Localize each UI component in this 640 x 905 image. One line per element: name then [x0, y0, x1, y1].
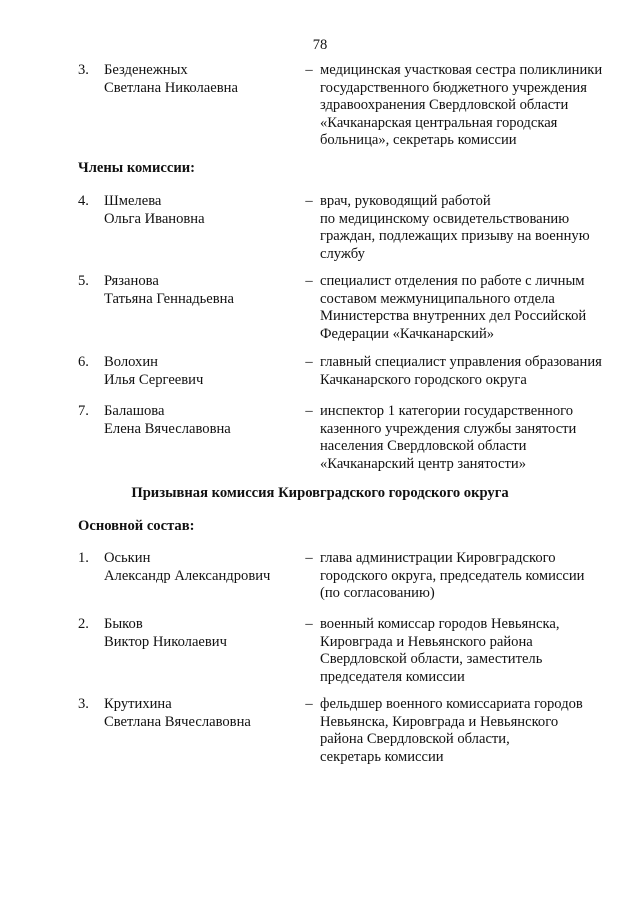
members-heading: Члены комиссии: — [78, 160, 196, 176]
item-number: 3. — [78, 62, 89, 78]
position-description: специалист отделения по работе с личным составом межмуниципального отдела Министерства внутренних дел Российской Федерации «Качканарский» — [320, 273, 587, 342]
position-description: главный специалист управления образования Качканарского городского округа — [320, 354, 602, 388]
item-number: 2. — [78, 616, 89, 632]
person-name: Рязанова Татьяна Геннадьевна — [104, 273, 234, 307]
item-number: 3. — [78, 696, 89, 712]
dash: – — [305, 403, 313, 419]
person-name: Балашова Елена Вячеславовна — [104, 403, 231, 437]
person-name: Безденежных Светлана Николаевна — [104, 62, 238, 96]
position-description: инспектор 1 категории государственного казенного учреждения службы занятости населения Свердловской области «Качканарский центр занятости» — [320, 403, 577, 472]
dash: – — [305, 550, 313, 566]
position-description: врач, руководящий работой по медицинскому освидетельствованию граждан, подлежащих призыву на военную службу — [320, 193, 590, 262]
person-name: Крутихина Светлана Вячеславовна — [104, 696, 251, 730]
dash: – — [305, 696, 313, 712]
dash: – — [305, 616, 313, 632]
page-number: 78 — [312, 37, 328, 53]
dash: – — [305, 273, 313, 289]
dash: – — [305, 193, 313, 209]
position-description: глава администрации Кировградского городского округа, председатель комиссии (по согласованию) — [320, 550, 585, 601]
item-number: 1. — [78, 550, 89, 566]
dash: – — [305, 62, 313, 78]
main-composition-heading: Основной состав: — [78, 518, 195, 534]
person-name: Волохин Илья Сергеевич — [104, 354, 204, 388]
item-number: 5. — [78, 273, 89, 289]
person-name: Шмелева Ольга Ивановна — [104, 193, 205, 227]
commission-title: Призывная комиссия Кировградского городского округа — [131, 485, 509, 501]
person-name: Быков Виктор Николаевич — [104, 616, 227, 650]
position-description: медицинская участковая сестра поликлиники государственного бюджетного учреждения здравоохранения Свердловской области «Качканарская центральная городская больница», секретарь комиссии — [320, 62, 603, 148]
position-description: военный комиссар городов Невьянска, Кировграда и Невьянского района Свердловской области, заместитель председателя комиссии — [320, 616, 560, 685]
person-name: Оськин Александр Александрович — [104, 550, 271, 584]
item-number: 7. — [78, 403, 89, 419]
item-number: 4. — [78, 193, 89, 209]
item-number: 6. — [78, 354, 89, 370]
position-description: фельдшер военного комиссариата городов Невьянска, Кировграда и Невьянского района Свердловской области, секретарь комиссии — [320, 696, 583, 765]
dash: – — [305, 354, 313, 370]
